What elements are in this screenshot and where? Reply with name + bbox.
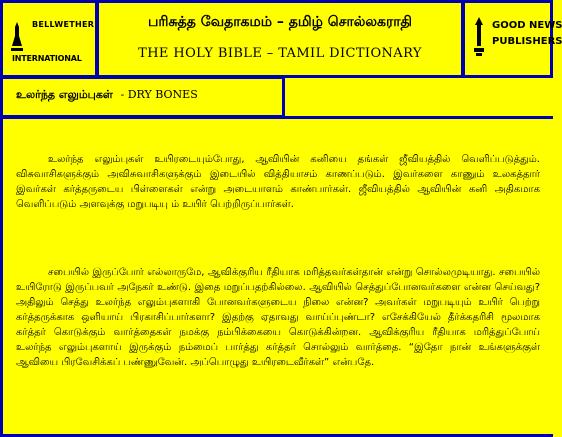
paragraph: உலர்ந்த எலும்புகள் உயிரடையும்போது, ஆவியின் கனியை தங்கள் ஜீவியத்தில் வெளிப்படுத்தும். விசுவாசிகளுக்கும் அவிசுவாசிகளுக்கும் இடையில் வித்தியாசம் காணப்படும். இவர்களை காணும் உலகத்தார் இவர்கள் கர்த்தருடைய பிள்ளைகள் என்று அடையாளம் காண்பார்கள். ஜீவியத்தில் ஆவியின் கனி அதிகமாக வெளிப்படும் அளவுக்கு மறுபடியு ம் உயிர் பெற்றிருப்பார்கள்.	[16, 154, 540, 210]
right-logo-line1: GOOD NEWS	[492, 20, 562, 31]
right-logo-line2: PUBLISHERS	[492, 36, 562, 47]
paragraph: சபையில் இருப்போர் எல்லாருமே, ஆவிக்குரிய ரீதியாக மரித்தவர்கள்தான் என்று சொல்லமுடியாது. சபையில் உயிரோடு இருப்பவர் அநேகர் உண்டு. இதை மறுப்பதற்கில்லை. ஆவியில் செத்துப்போனவர்களை என்ன செய்வது? அதிலும் செத்து உலர்ந்த எலும்புகளாகி போனவர்களுடைய நிலை என்ன? அவர்கள் மறுபடியும் உயிர் பெற்று கர்த்தருக்காக ஒளியாய் பிரகாசிப்பார்களா? இதற்கு ஏதாவது வாய்ப்புண்டா? எசேக்கியேல் தீர்க்கதரிசி மூலமாக கர்த்தர் கொடுக்கும் வார்த்தைகள் நமக்கு நம்பிக்கையை கொடுக்கின்றன. ஆவிக்குரிய ரீதியாக மரித்துப்போய் உலர்ந்த எலும்புகளாய் இருக்கும் நம்மைப் பார்த்து கர்த்தர் சொல்லும் வார்த்தை. “இதோ நான் உங்களுக்குள் ஆவியை பிரவேசிக்கப் பண்ணுவேன். அப்பொழுது உயிரடைவீர்கள்” என்பதே.	[16, 267, 540, 368]
tamil-title: பரிசுத்த வேதாகமம் – தமிழ் சொல்லகராதி	[148, 14, 412, 30]
section-heading-tamil: உலர்ந்த எலும்புகள்	[16, 88, 113, 101]
bellwether-logo[interactable]	[6, 14, 95, 63]
good-news-logo[interactable]	[470, 10, 562, 66]
section-heading	[16, 88, 278, 103]
torch-icon	[472, 16, 486, 58]
section-heading-english: - DRY BONES	[120, 88, 198, 101]
bell-icon	[10, 20, 24, 54]
left-logo-line2: INTERNATIONAL	[12, 54, 82, 63]
english-title: THE HOLY BIBLE – TAMIL DICTIONARY	[138, 46, 422, 61]
left-logo-line1: BELLWETHER	[32, 20, 95, 29]
title-frame	[96, 0, 464, 78]
